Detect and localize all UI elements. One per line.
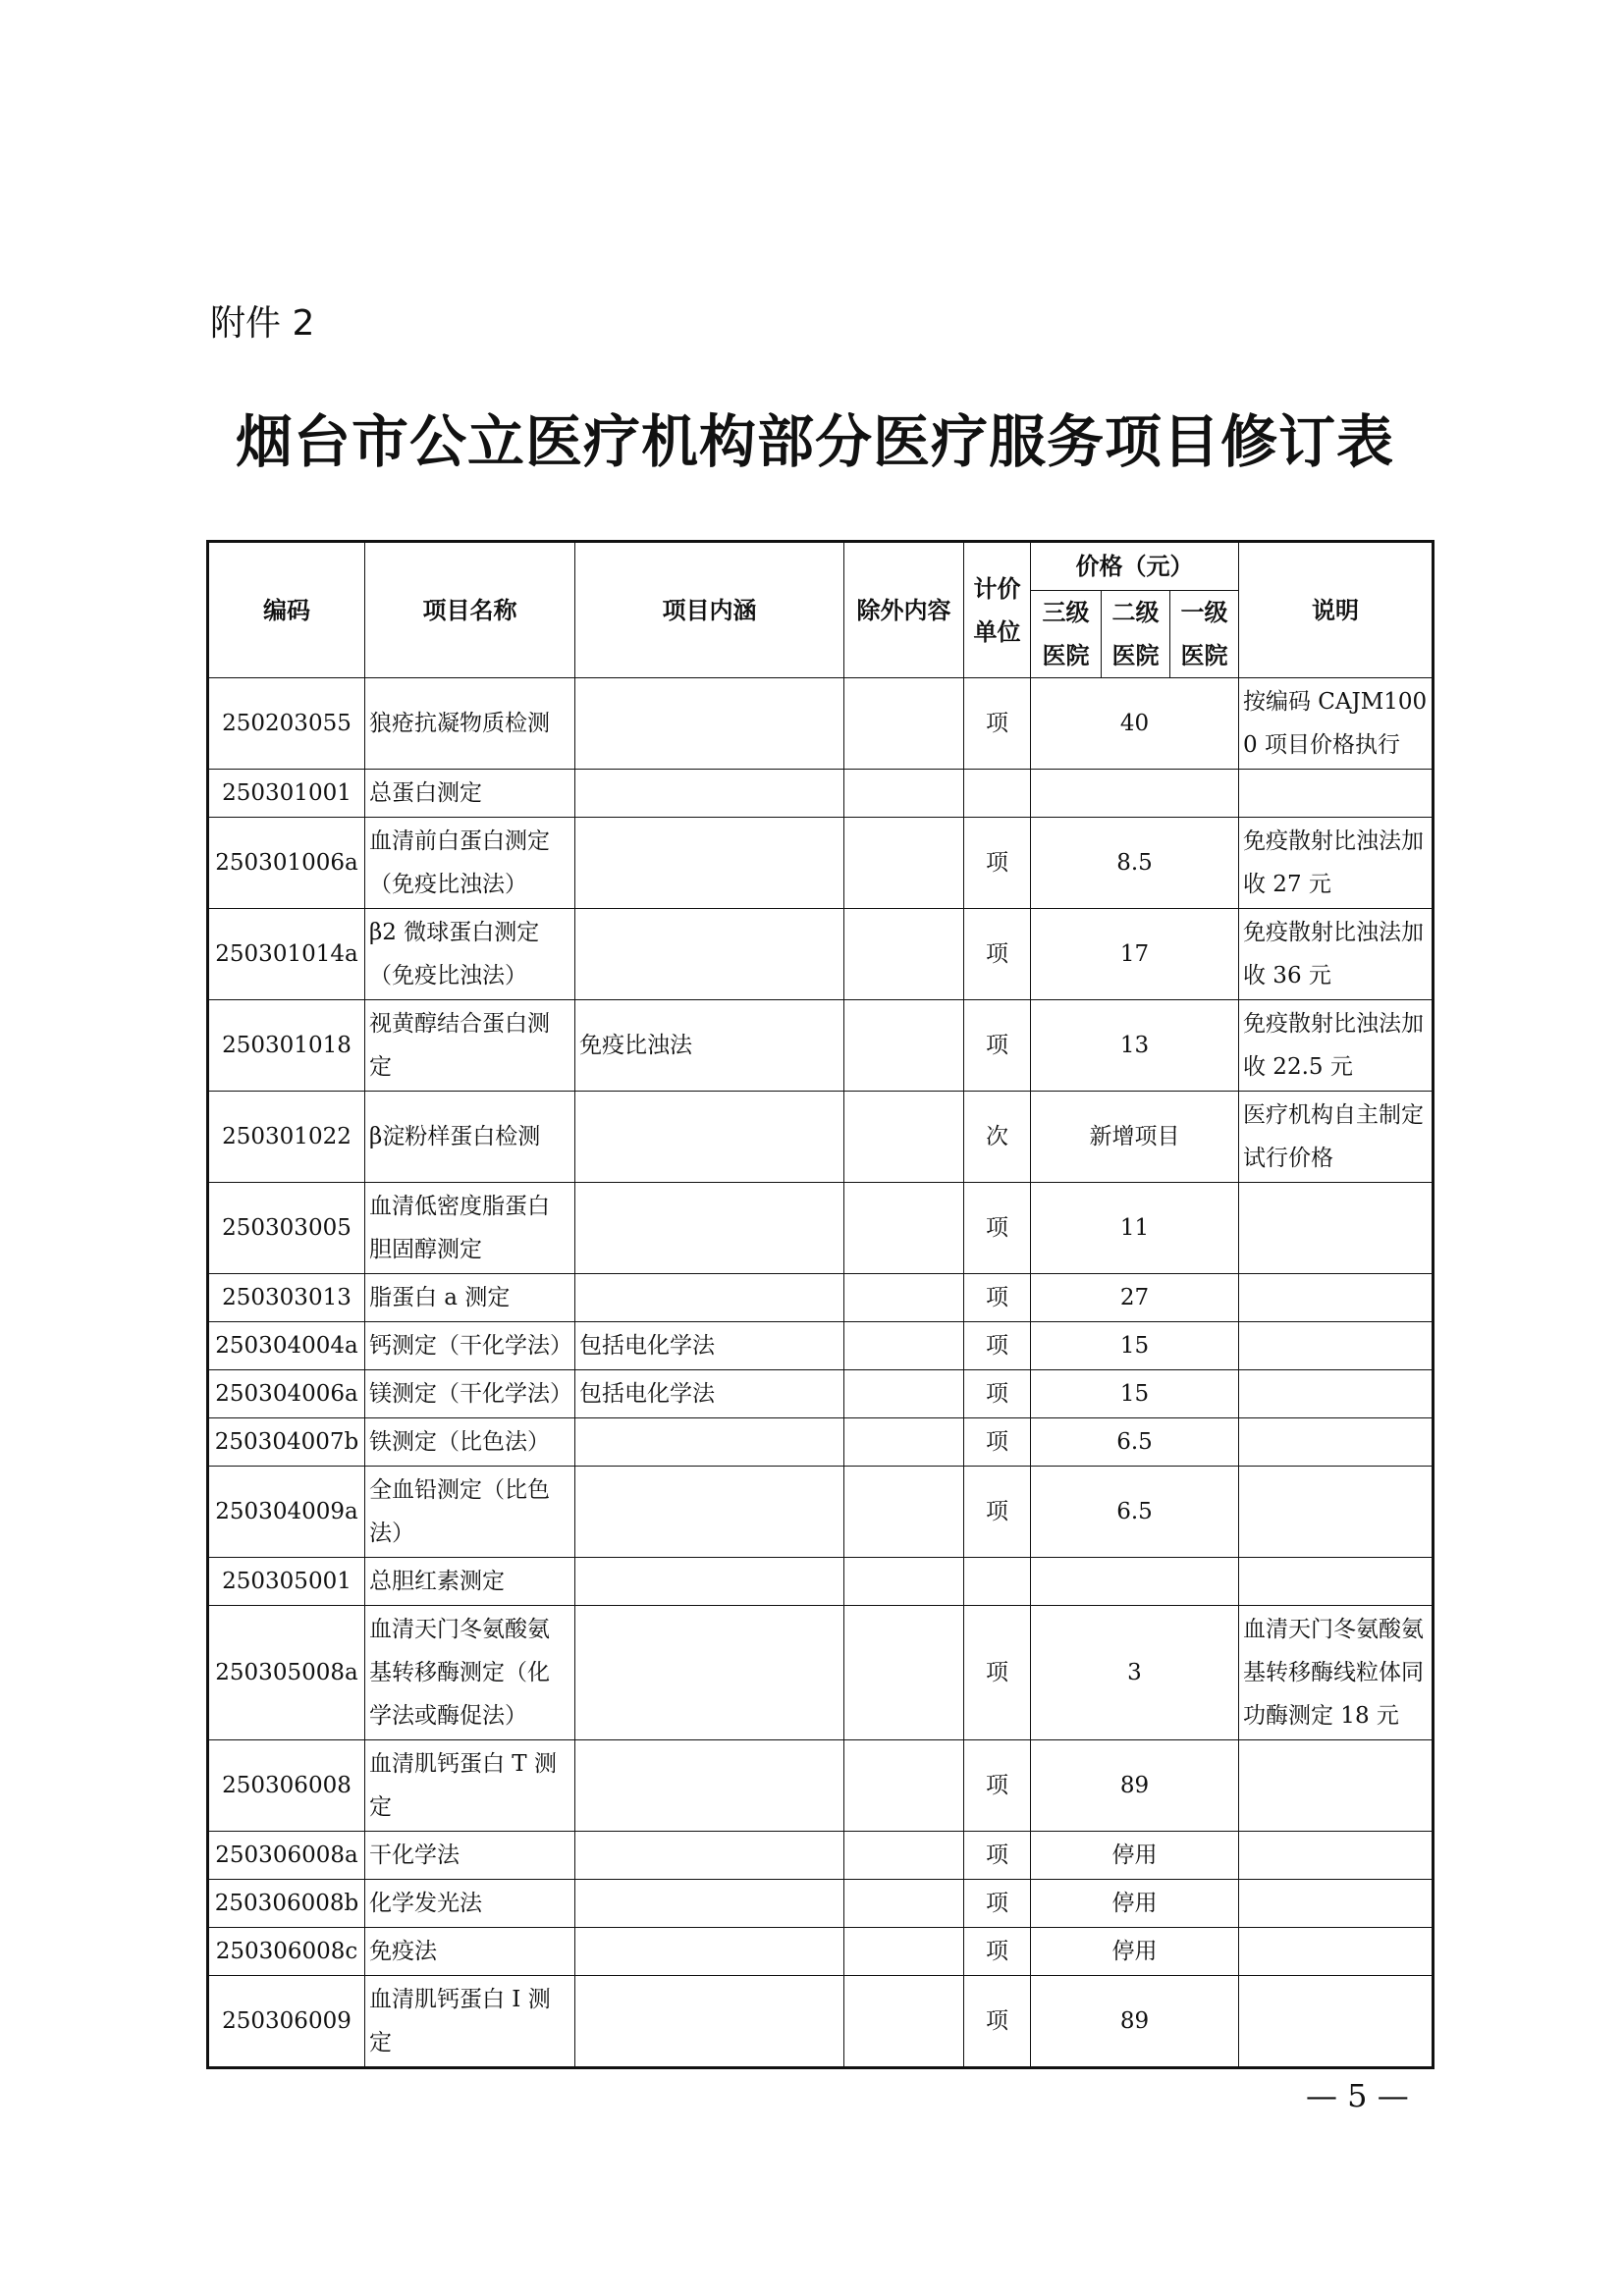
cell-code: 250306009 bbox=[208, 1976, 365, 2068]
cell-exclusion bbox=[844, 1467, 964, 1558]
cell-content bbox=[575, 678, 844, 770]
table-row bbox=[208, 678, 1434, 770]
cell-name: 干化学法 bbox=[365, 1832, 575, 1880]
cell-code: 250305001 bbox=[208, 1558, 365, 1606]
cell-price: 6.5 bbox=[1031, 1467, 1239, 1558]
cell-unit: 项 bbox=[964, 1976, 1031, 2068]
cell-note bbox=[1239, 1370, 1434, 1418]
cell-price: 15 bbox=[1031, 1322, 1239, 1370]
cell-code: 250301022 bbox=[208, 1092, 365, 1183]
header-unit: 计价单位 bbox=[964, 542, 1031, 678]
cell-note: 医疗机构自主制定试行价格 bbox=[1239, 1092, 1434, 1183]
cell-name: 全血铅测定（比色法） bbox=[365, 1467, 575, 1558]
cell-note bbox=[1239, 1880, 1434, 1928]
cell-name: 钙测定（干化学法） bbox=[365, 1322, 575, 1370]
cell-content bbox=[575, 770, 844, 818]
cell-note bbox=[1239, 1274, 1434, 1322]
cell-unit: 项 bbox=[964, 1418, 1031, 1467]
table-row bbox=[208, 1558, 1434, 1606]
cell-name: β淀粉样蛋白检测 bbox=[365, 1092, 575, 1183]
cell-exclusion bbox=[844, 909, 964, 1000]
table-body bbox=[208, 678, 1434, 2068]
table-row bbox=[208, 1606, 1434, 1740]
cell-exclusion bbox=[844, 1370, 964, 1418]
table-row bbox=[208, 1370, 1434, 1418]
cell-name: 总蛋白测定 bbox=[365, 770, 575, 818]
cell-code: 250301014a bbox=[208, 909, 365, 1000]
cell-unit: 项 bbox=[964, 909, 1031, 1000]
cell-code: 250306008 bbox=[208, 1740, 365, 1832]
header-code: 编码 bbox=[208, 542, 365, 678]
cell-price: 40 bbox=[1031, 678, 1239, 770]
cell-content bbox=[575, 1092, 844, 1183]
header-exclusion: 除外内容 bbox=[844, 542, 964, 678]
document-title: 烟台市公立医疗机构部分医疗服务项目修订表 bbox=[235, 408, 1394, 475]
cell-code: 250301018 bbox=[208, 1000, 365, 1092]
cell-exclusion bbox=[844, 1322, 964, 1370]
cell-name: 镁测定（干化学法） bbox=[365, 1370, 575, 1418]
cell-note bbox=[1239, 1832, 1434, 1880]
cell-price: 27 bbox=[1031, 1274, 1239, 1322]
cell-unit: 项 bbox=[964, 1000, 1031, 1092]
cell-code: 250303005 bbox=[208, 1183, 365, 1274]
cell-code: 250306008c bbox=[208, 1928, 365, 1976]
table-row bbox=[208, 1976, 1434, 2068]
cell-name: 化学发光法 bbox=[365, 1880, 575, 1928]
header-name: 项目名称 bbox=[365, 542, 575, 678]
cell-unit: 次 bbox=[964, 1092, 1031, 1183]
cell-name: 血清肌钙蛋白 I 测定 bbox=[365, 1976, 575, 2068]
cell-unit: 项 bbox=[964, 1880, 1031, 1928]
cell-code: 250306008b bbox=[208, 1880, 365, 1928]
cell-unit: 项 bbox=[964, 1740, 1031, 1832]
cell-exclusion bbox=[844, 1558, 964, 1606]
cell-name: 脂蛋白 a 测定 bbox=[365, 1274, 575, 1322]
header-level1: 一级医院 bbox=[1170, 591, 1239, 678]
table-row bbox=[208, 1092, 1434, 1183]
cell-exclusion bbox=[844, 1274, 964, 1322]
cell-note: 免疫散射比浊法加收 27 元 bbox=[1239, 818, 1434, 909]
cell-price bbox=[1031, 770, 1239, 818]
cell-price: 13 bbox=[1031, 1000, 1239, 1092]
cell-content: 包括电化学法 bbox=[575, 1322, 844, 1370]
cell-price: 11 bbox=[1031, 1183, 1239, 1274]
table-header bbox=[208, 542, 1434, 678]
cell-content bbox=[575, 1928, 844, 1976]
cell-exclusion bbox=[844, 1606, 964, 1740]
cell-price: 6.5 bbox=[1031, 1418, 1239, 1467]
attachment-label: 附件 2 bbox=[210, 303, 315, 344]
cell-name: 狼疮抗凝物质检测 bbox=[365, 678, 575, 770]
cell-content bbox=[575, 818, 844, 909]
cell-code: 250301006a bbox=[208, 818, 365, 909]
cell-content bbox=[575, 1880, 844, 1928]
cell-price: 3 bbox=[1031, 1606, 1239, 1740]
cell-exclusion bbox=[844, 1092, 964, 1183]
cell-name: β2 微球蛋白测定（免疫比浊法） bbox=[365, 909, 575, 1000]
cell-exclusion bbox=[844, 770, 964, 818]
cell-name: 血清肌钙蛋白 T 测定 bbox=[365, 1740, 575, 1832]
cell-note: 免疫散射比浊法加收 22.5 元 bbox=[1239, 1000, 1434, 1092]
table-row bbox=[208, 1928, 1434, 1976]
cell-name: 血清前白蛋白测定（免疫比浊法） bbox=[365, 818, 575, 909]
table-row bbox=[208, 1467, 1434, 1558]
cell-unit: 项 bbox=[964, 1274, 1031, 1322]
fee-table bbox=[206, 540, 1435, 2069]
table-row bbox=[208, 1322, 1434, 1370]
cell-code: 250304007b bbox=[208, 1418, 365, 1467]
cell-code: 250304004a bbox=[208, 1322, 365, 1370]
cell-unit: 项 bbox=[964, 1606, 1031, 1740]
cell-unit: 项 bbox=[964, 1370, 1031, 1418]
cell-code: 250304006a bbox=[208, 1370, 365, 1418]
header-level3: 三级医院 bbox=[1031, 591, 1102, 678]
cell-content bbox=[575, 1467, 844, 1558]
cell-exclusion bbox=[844, 1183, 964, 1274]
cell-unit: 项 bbox=[964, 1467, 1031, 1558]
cell-code: 250305008a bbox=[208, 1606, 365, 1740]
cell-unit: 项 bbox=[964, 818, 1031, 909]
cell-content: 包括电化学法 bbox=[575, 1370, 844, 1418]
table-row bbox=[208, 1880, 1434, 1928]
cell-code: 250304009a bbox=[208, 1467, 365, 1558]
cell-note bbox=[1239, 1322, 1434, 1370]
cell-exclusion bbox=[844, 678, 964, 770]
cell-price: 89 bbox=[1031, 1976, 1239, 2068]
cell-note bbox=[1239, 1183, 1434, 1274]
cell-name: 视黄醇结合蛋白测定 bbox=[365, 1000, 575, 1092]
cell-code: 250203055 bbox=[208, 678, 365, 770]
cell-unit: 项 bbox=[964, 678, 1031, 770]
cell-content bbox=[575, 1976, 844, 2068]
cell-exclusion bbox=[844, 818, 964, 909]
cell-price: 15 bbox=[1031, 1370, 1239, 1418]
cell-note bbox=[1239, 1467, 1434, 1558]
table-row bbox=[208, 1832, 1434, 1880]
cell-exclusion bbox=[844, 1976, 964, 2068]
table-row bbox=[208, 818, 1434, 909]
cell-price: 停用 bbox=[1031, 1928, 1239, 1976]
header-level2: 二级医院 bbox=[1102, 591, 1170, 678]
cell-name: 总胆红素测定 bbox=[365, 1558, 575, 1606]
cell-price: 停用 bbox=[1031, 1832, 1239, 1880]
cell-price: 8.5 bbox=[1031, 818, 1239, 909]
cell-content bbox=[575, 1418, 844, 1467]
cell-exclusion bbox=[844, 1832, 964, 1880]
header-content: 项目内涵 bbox=[575, 542, 844, 678]
cell-note: 免疫散射比浊法加收 36 元 bbox=[1239, 909, 1434, 1000]
table-row bbox=[208, 909, 1434, 1000]
cell-note bbox=[1239, 1418, 1434, 1467]
cell-note: 血清天门冬氨酸氨基转移酶线粒体同功酶测定 18 元 bbox=[1239, 1606, 1434, 1740]
cell-content bbox=[575, 1740, 844, 1832]
cell-content bbox=[575, 1606, 844, 1740]
header-note: 说明 bbox=[1239, 542, 1434, 678]
cell-code: 250303013 bbox=[208, 1274, 365, 1322]
cell-content bbox=[575, 1183, 844, 1274]
header-price: 价格（元） bbox=[1031, 542, 1239, 591]
cell-unit bbox=[964, 1558, 1031, 1606]
table-row bbox=[208, 1274, 1434, 1322]
table-row bbox=[208, 770, 1434, 818]
cell-note bbox=[1239, 1558, 1434, 1606]
cell-content bbox=[575, 1558, 844, 1606]
cell-exclusion bbox=[844, 1880, 964, 1928]
cell-note bbox=[1239, 1740, 1434, 1832]
cell-note bbox=[1239, 1976, 1434, 2068]
cell-exclusion bbox=[844, 1928, 964, 1976]
cell-price: 新增项目 bbox=[1031, 1092, 1239, 1183]
table-row bbox=[208, 1183, 1434, 1274]
cell-price bbox=[1031, 1558, 1239, 1606]
cell-price: 17 bbox=[1031, 909, 1239, 1000]
cell-name: 血清低密度脂蛋白胆固醇测定 bbox=[365, 1183, 575, 1274]
table-row bbox=[208, 1418, 1434, 1467]
cell-unit: 项 bbox=[964, 1322, 1031, 1370]
cell-price: 停用 bbox=[1031, 1880, 1239, 1928]
cell-content bbox=[575, 909, 844, 1000]
cell-price: 89 bbox=[1031, 1740, 1239, 1832]
cell-note bbox=[1239, 770, 1434, 818]
cell-name: 铁测定（比色法） bbox=[365, 1418, 575, 1467]
cell-content bbox=[575, 1274, 844, 1322]
cell-note: 按编码 CAJM1000 项目价格执行 bbox=[1239, 678, 1434, 770]
cell-content: 免疫比浊法 bbox=[575, 1000, 844, 1092]
cell-code: 250306008a bbox=[208, 1832, 365, 1880]
cell-code: 250301001 bbox=[208, 770, 365, 818]
table-row bbox=[208, 1740, 1434, 1832]
cell-unit: 项 bbox=[964, 1183, 1031, 1274]
cell-name: 血清天门冬氨酸氨基转移酶测定（化学法或酶促法） bbox=[365, 1606, 575, 1740]
cell-unit: 项 bbox=[964, 1832, 1031, 1880]
cell-note bbox=[1239, 1928, 1434, 1976]
page-number: — 5 — bbox=[1306, 2077, 1409, 2114]
cell-unit bbox=[964, 770, 1031, 818]
cell-exclusion bbox=[844, 1418, 964, 1467]
table-row bbox=[208, 1000, 1434, 1092]
cell-content bbox=[575, 1832, 844, 1880]
cell-unit: 项 bbox=[964, 1928, 1031, 1976]
cell-exclusion bbox=[844, 1740, 964, 1832]
cell-name: 免疫法 bbox=[365, 1928, 575, 1976]
cell-exclusion bbox=[844, 1000, 964, 1092]
